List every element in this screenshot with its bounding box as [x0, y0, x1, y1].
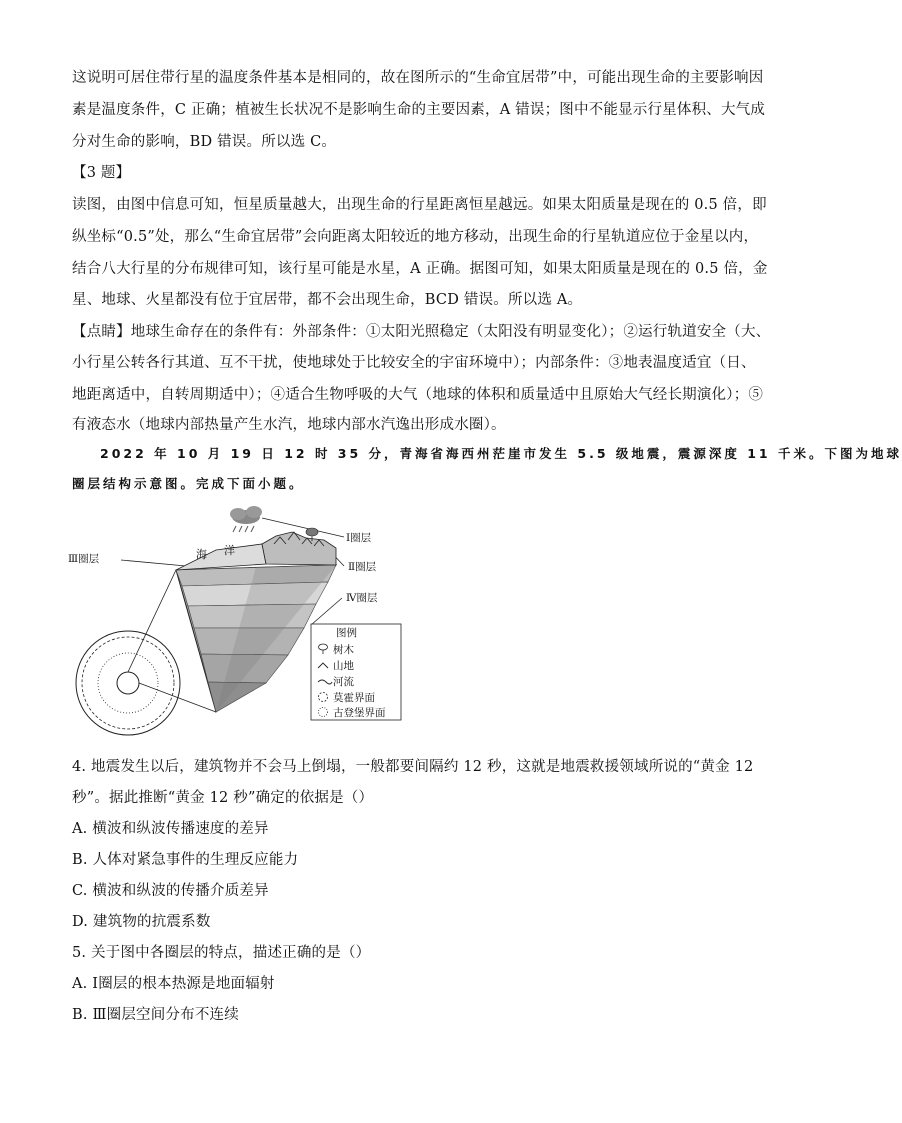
legend-item-river: 河流 [333, 676, 354, 688]
tip-line-1: 【点睛】地球生命存在的条件有：外部条件：①太阳光照稳定（太阳没有明显变化）；②运行轨道安全（大、 [72, 324, 771, 340]
legend-item-tree: 树木 [333, 644, 354, 656]
layer-3-label: Ⅲ圈层 [68, 553, 100, 565]
legend-item-mountain: 山地 [333, 660, 354, 672]
intro-line-1: 2022 年 10 月 19 日 12 时 35 分，青海省海西州茫崖市发生 5.5 级地震，震源深度 11 千米。下图为地球 [100, 446, 902, 461]
ocean-label-b: 洋 [224, 544, 237, 557]
answer-line-6: 纵坐标“0.5”处，那么“生命宜居带”会向距离太阳较近的地方移动，出现生命的行星轨道应位于金星以内， [72, 229, 759, 245]
legend-item-gutenberg: 古登堡界面 [333, 707, 386, 719]
tip-line-3: 地距离适中，自转周期适中）；④适合生物呼吸的大气（地球的体积和质量适中且原始大气经长期演化）；⑤ [72, 387, 764, 403]
ocean-label-a: 海 [196, 548, 209, 561]
question-5-option-a[interactable]: A. Ⅰ圈层的根本热源是地面辐射 [72, 976, 275, 992]
answer-line-7: 结合八大行星的分布规律可知，该行星可能是水星，A 正确。据图可知，如果太阳质量是现在的 0.5 倍，金 [72, 261, 768, 277]
answer-line-8: 星、地球、火星都没有位于宜居带，都不会出现生命，BCD 错误。所以选 A。 [72, 292, 583, 308]
question-3-heading: 【3 题】 [72, 165, 131, 181]
question-4-option-c[interactable]: C. 横波和纵波的传播介质差异 [72, 883, 269, 899]
answer-line-1: 这说明可居住带行星的温度条件基本是相同的，故在图所示的“生命宜居带”中，可能出现生命的主要影响因 [72, 70, 764, 86]
question-4-option-b[interactable]: B. 人体对紧急事件的生理反应能力 [72, 852, 299, 868]
tip-line-2: 小行星公转各行其道、互不干扰，使地球处于比较安全的宇宙环境中）；内部条件：③地表温度适宜（日、 [72, 355, 756, 371]
answer-line-5: 读图，由图中信息可知，恒星质量越大，出现生命的行星距离恒星越远。如果太阳质量是现在的 0.5 倍，即 [72, 197, 767, 213]
earth-layers-diagram [66, 500, 416, 725]
intro-line-2: 圈层结构示意图。完成下面小题。 [72, 476, 305, 491]
question-4-option-a[interactable]: A. 横波和纵波传播速度的差异 [72, 821, 269, 837]
layer-2-label: Ⅱ圈层 [348, 561, 377, 573]
layer-1-label: Ⅰ圈层 [346, 532, 372, 544]
question-4-line-1: 4. 地震发生以后，建筑物并不会马上倒塌，一般都要间隔约 12 秒，这就是地震救援领域所说的“黄金 12 [72, 759, 754, 775]
question-4-option-d[interactable]: D. 建筑物的抗震系数 [72, 914, 211, 930]
question-4-line-2: 秒”。据此推断“黄金 12 秒”确定的依据是（） [72, 790, 374, 806]
question-5-stem: 5. 关于图中各圈层的特点，描述正确的是（） [72, 945, 371, 961]
cloud-icon [230, 506, 262, 532]
legend-title: 图例 [336, 627, 357, 639]
tip-line-4: 有液态水（地球内部热量产生水汽，地球内部水汽逸出形成水圈）。 [72, 417, 506, 433]
layer-4-label: Ⅳ圈层 [346, 592, 378, 604]
legend-item-moho: 莫霍界面 [333, 692, 375, 704]
answer-line-2: 素是温度条件，C 正确；植被生长状况不是影响生命的主要因素，A 错误；图中不能显示行星体积、大气成 [72, 102, 766, 118]
legend-box [311, 624, 401, 720]
question-5-option-b[interactable]: B. Ⅲ圈层空间分布不连续 [72, 1007, 239, 1023]
answer-line-3: 分对生命的影响，BD 错误。所以选 C。 [72, 134, 337, 150]
earth-layers-figure [66, 500, 416, 725]
